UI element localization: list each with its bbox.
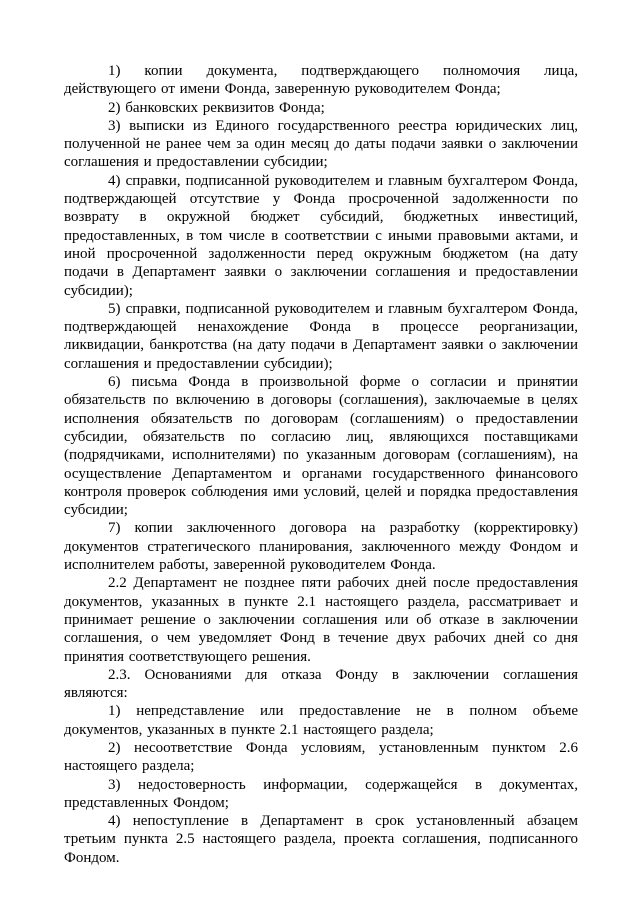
list-item-3: 3) выписки из Единого государственного реестра юридических лиц, полученной не ранее чем за один месяц до даты подачи заявки о заключении соглашения и предоставлении субсидии; <box>64 117 578 171</box>
section-2-3: 2.3. Основаниями для отказа Фонду в заключении соглашения являются: <box>64 666 578 702</box>
section-2-2: 2.2 Департамент не позднее пяти рабочих дней после предоставления документов, указанных в пункте 2.1 настоящего раздела, рассматривает и принимает решение о заключении соглашения или об отказе в заключении соглашения, о чем уведомляет Фонд в течение двух рабочих дней со дня принятия соответствующего решения. <box>64 575 578 665</box>
list-item-2: 2) банковских реквизитов Фонда; <box>108 99 325 116</box>
refusal-item-1: 1) непредставление или предоставление не в полном объеме документов, указанных в пункте 2.1 настоящего раздела; <box>64 703 578 738</box>
list-item-1: 1) копии документа, подтверждающего полномочия лица, действующего от имени Фонда, заверенную руководителем Фонда; <box>64 63 578 98</box>
refusal-item-4: 4) непоступление в Департамент в срок установленный абзацем третьим пункта 2.5 настоящего раздела, проекта соглашения, подписанного Фондом. <box>64 813 578 866</box>
list-item-6: 6) письма Фонда в произвольной форме о согласии и принятии обязательств по включению в договоры (соглашения), заключаемые в целях исполнения обязательств по договорам (соглашениям) о предоставлении субсидии, обязательств по согласию лиц, являющихся поставщиками (подрядчиками, исполнителями) по указанным договорам (соглашениям), на осуществление Департаментом и органами государственного финансового контроля проверок соблюдения ими условий, целей и порядка предоставления субсидии; <box>64 374 578 519</box>
refusal-item-3: 3) недостоверность информации, содержащейся в документах, представленных Фондом; <box>64 776 578 811</box>
list-item-4: 4) справки, подписанной руководителем и главным бухгалтером Фонда, подтверждающей отсутствие у Фонда просроченной задолженности по возврату в окружной бюджет субсидий, бюджетных инвестиций, предоставленных, в том числе в соответствии с иными правовыми актами, и иной просроченной задолженности перед окружным бюджетом (на дату подачи в Департамент заявки о заключении соглашения и предоставлении субсидии); <box>64 172 578 299</box>
refusal-item-2: 2) несоответствие Фонда условиям, установленным пунктом 2.6 настоящего раздела; <box>64 739 578 775</box>
list-item-7: 7) копии заключенного договора на разработку (корректировку) документов стратегического планирования, заключенного между Фондом и исполнителем работы, заверенной руководителем Фонда. <box>64 520 578 574</box>
list-item-5: 5) справки, подписанной руководителем и главным бухгалтером Фонда, подтверждающей ненахождение Фонда в процессе реорганизации, ликвидации, банкротства (на дату подачи в Департамент заявки о заключении соглашения и предоставлении субсидии); <box>64 300 578 372</box>
